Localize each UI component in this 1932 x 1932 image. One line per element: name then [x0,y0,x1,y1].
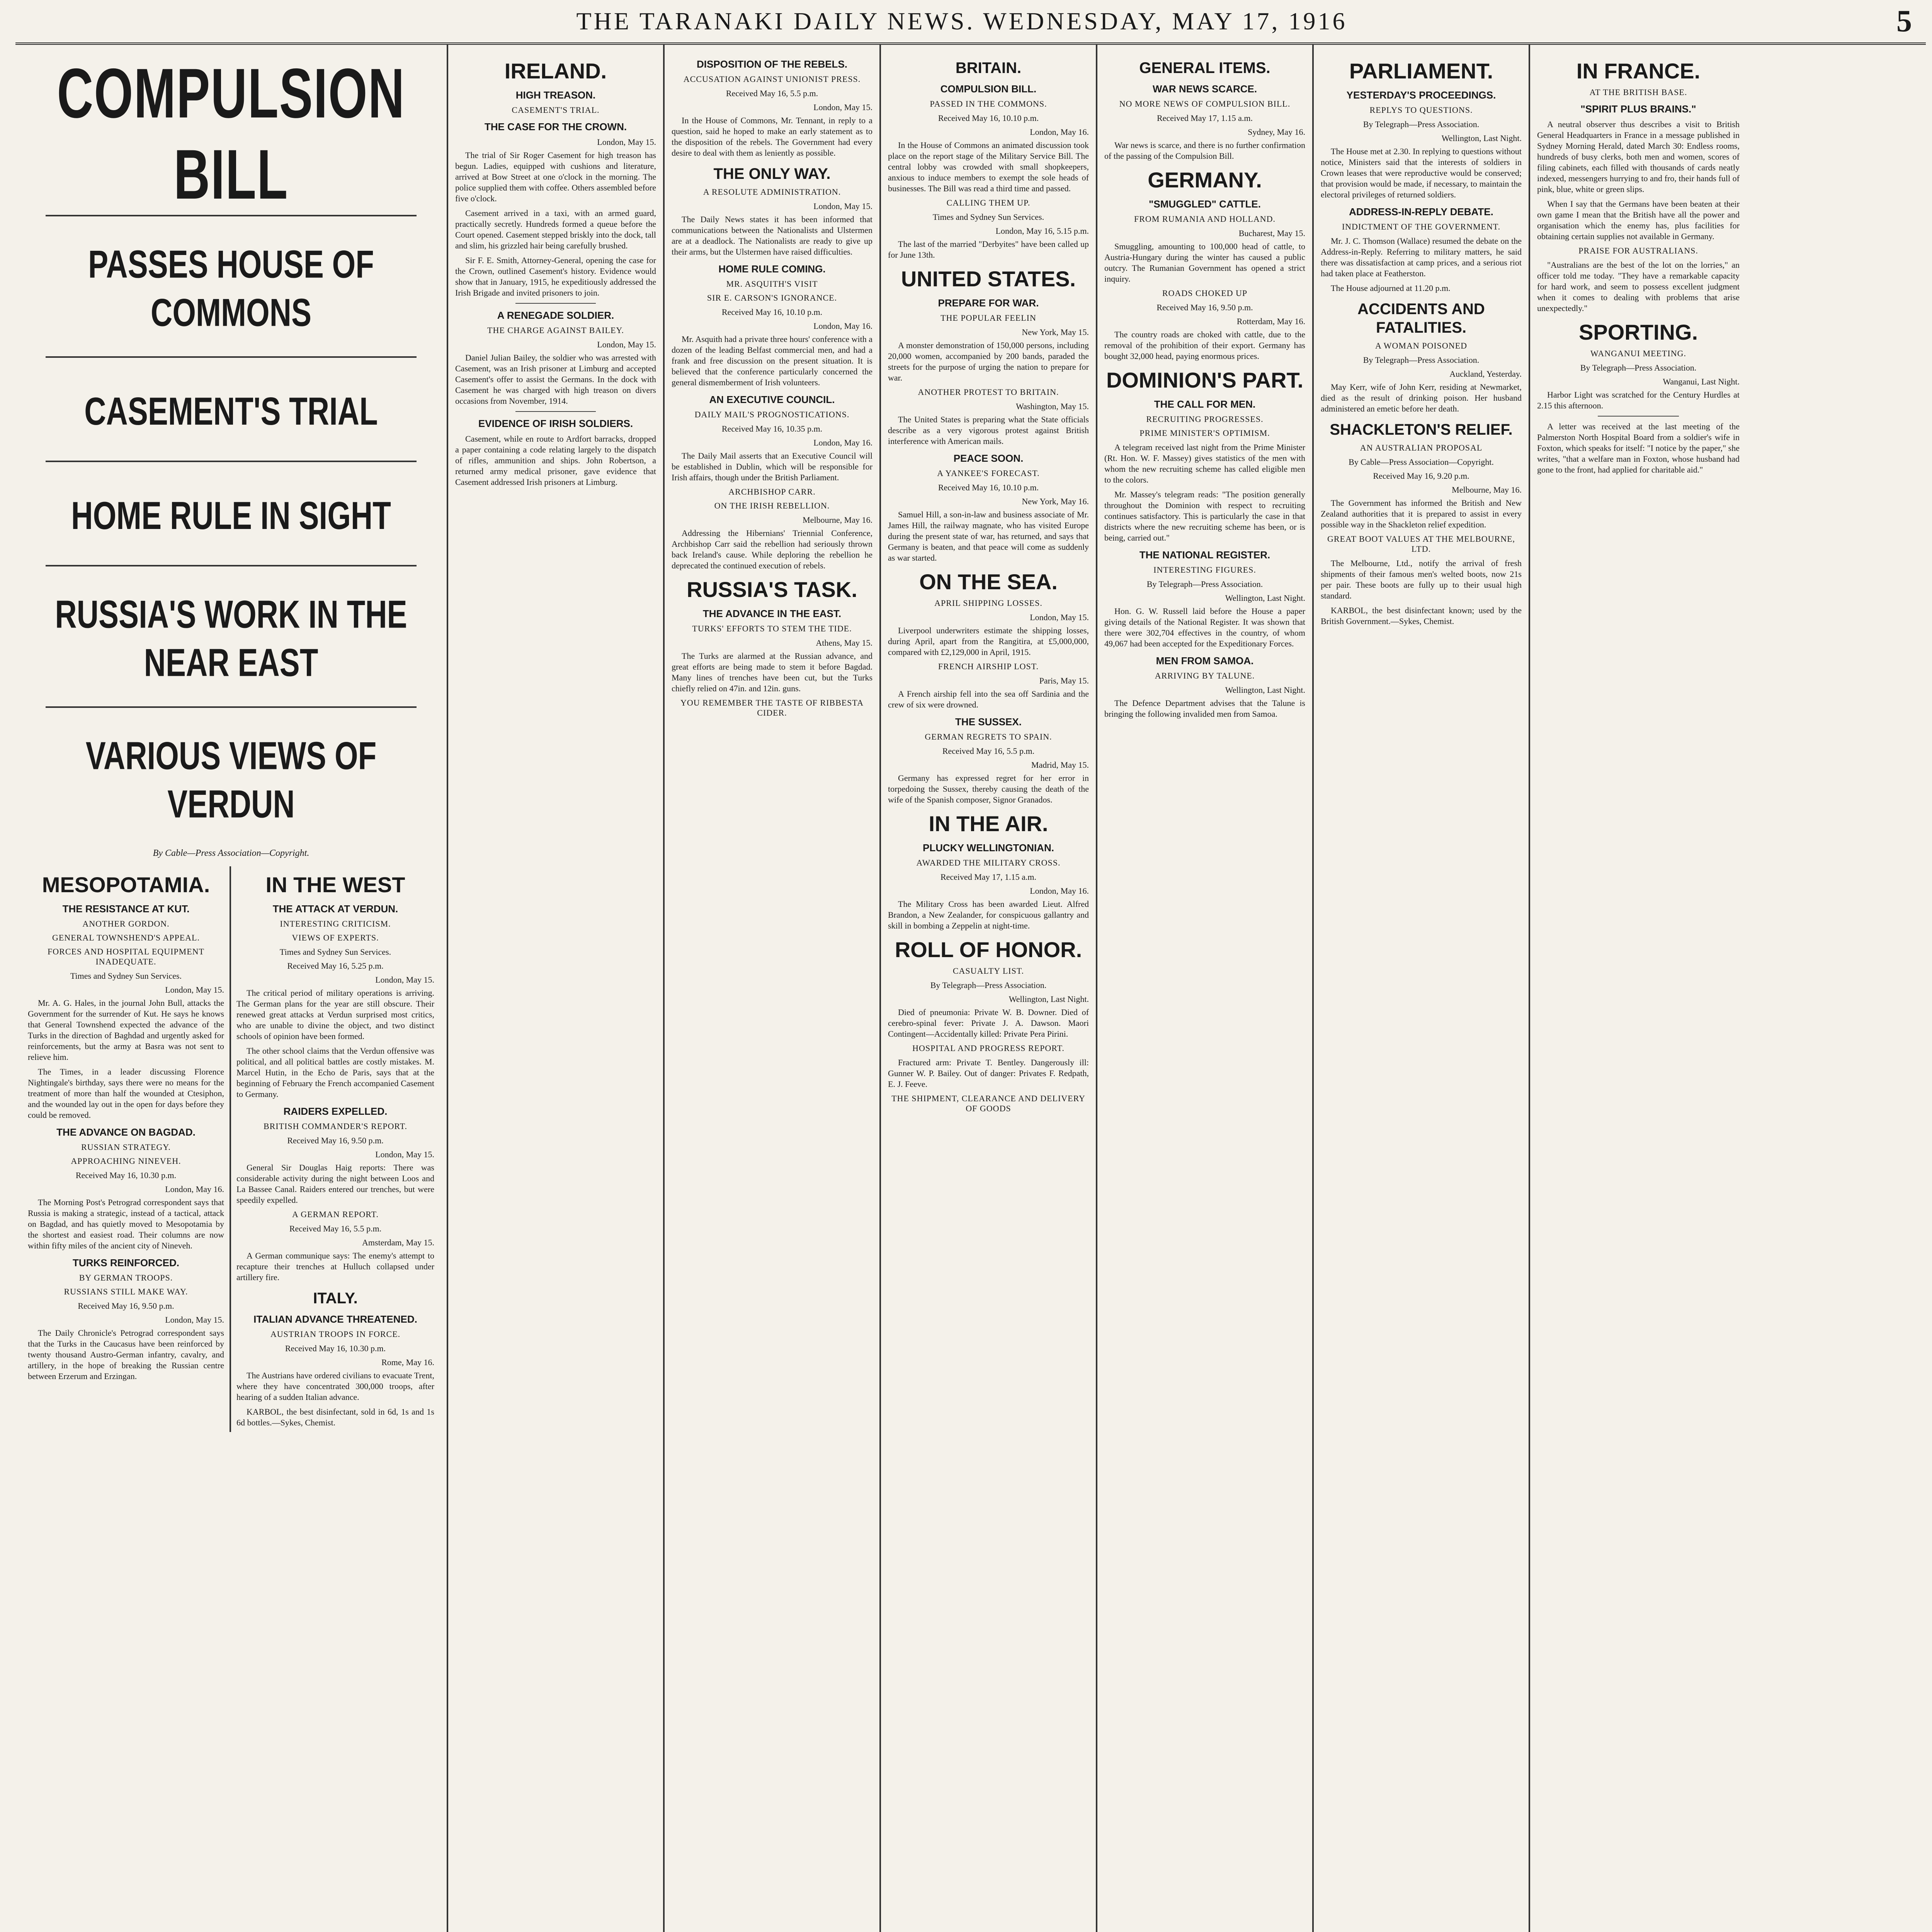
executive-received: Received May 16, 10.35 p.m. [721,424,823,434]
executive-dateline: London, May 16. [813,438,872,447]
ireland-title: IRELAND. [504,59,607,83]
karbol-advert-2: KARBOL, the best disinfectant known; used by the British Government.—Sykes, Chemist. [1321,605,1522,626]
raiders-received: Received May 16, 9.50 p.m. [287,1136,384,1145]
germany-subhead: "SMUGGLED" CATTLE. [1149,198,1261,210]
peace-soon-dateline: New York, May 16. [1022,497,1089,506]
only-way-title: THE ONLY WAY. [713,165,831,182]
masthead [15,0,1926,45]
page-number: 5 [1896,4,1914,38]
meso-subhead: THE RESISTANCE AT KUT. [62,903,190,915]
in-france-title: IN FRANCE. [1576,59,1701,83]
renegade-subhead: THE CHARGE AGAINST BAILEY. [487,325,624,335]
united-states-subhead-2: THE POPULAR FEELIN [940,313,1036,323]
general-items-dateline: Sydney, May 16. [1248,127,1305,137]
lead-headline: COMPULSION BILL [57,53,405,214]
mesopotamia-column [22,866,231,1432]
raiders-title: RAIDERS EXPELLED. [283,1105,388,1117]
west-subhead-3: VIEWS OF EXPERTS. [292,933,379,942]
in-the-air-dateline: London, May 16. [1030,886,1089,896]
roads-paragraph: The country roads are choked with cattle, due to the removal of the prohibition of their export. Germany has bought 32,000 head, paying enormous prices. [1104,330,1305,361]
disposition-title: DISPOSITION OF THE REBELS. [696,58,848,70]
home-rule-title: HOME RULE COMING. [718,263,826,275]
parliament-column [1314,45,1530,1932]
cider-advert: YOU REMEMBER THE TASTE OF RIBBESTA CIDER. [680,698,864,718]
peace-soon-subhead: A YANKEE'S FORECAST. [937,468,1040,478]
german-report-dateline: Amsterdam, May 15. [362,1238,434,1247]
samoa-title: MEN FROM SAMOA. [1156,655,1254,667]
roads-subhead: ROADS CHOKED UP [1162,288,1248,298]
lead-deck-commons: PASSES HOUSE OF COMMONS [88,242,374,335]
in-france-subhead: AT THE BRITISH BASE. [1589,87,1687,97]
general-items-paragraph: War news is scarce, and there is no further confirmation of the passing of the Compulsion Bill. [1104,140,1305,161]
renegade-title: A RENEGADE SOLDIER. [497,310,614,321]
roll-of-honor-dateline: Wellington, Last Night. [1009,994,1089,1004]
russians-dateline: London, May 15. [165,1315,224,1325]
raiders-subhead: BRITISH COMMANDER'S REPORT. [263,1121,408,1131]
executive-title: AN EXECUTIVE COUNCIL. [709,394,835,405]
roll-of-honor-byline: By Telegraph—Press Association. [930,980,1047,990]
west-column [231,866,440,1432]
accidents-paragraph: May Kerr, wife of John Kerr, residing at Newmarket, died as the result of drinking poison. Her husband administered an emetic before her death. [1321,382,1522,413]
shackleton-byline: By Cable—Press Association—Copyright. [1349,457,1494,467]
russians-received: Received May 16, 9.50 p.m. [78,1301,174,1311]
lead-deck-verdun: VARIOUS VIEWS OF VERDUN [85,733,377,826]
sussex-subhead: GERMAN REGRETS TO SPAIN. [925,732,1052,742]
turks-title: TURKS REINFORCED. [73,1257,179,1269]
west-paragraph: The critical period of military operations is arriving. The German plans for the year are still obscure. Their renewed great attacks at Verdun surprised most critics, who are unable to divine the object, and two distinct schools of opinion have been formed. [236,988,434,1041]
accidents-byline: By Telegraph—Press Association. [1363,355,1480,365]
italy-subhead: ITALIAN ADVANCE THREATENED. [253,1313,417,1325]
home-rule-subhead-2: SIR E. CARSON'S IGNORANCE. [707,293,837,303]
italy-paragraph: The Austrians have ordered civilians to evacuate Trent, where they have concentrated 300,000 troops, after hearing of a sudden Italian advance. [236,1371,434,1402]
ireland-paragraph-2: Casement arrived in a taxi, with an armed guard, practically secretly. Hundreds formed a queue before the Court opened. Casement stepped briskly into the dock, tall and slim, his grizzled hair being carefully brushed. [455,208,656,250]
national-register-subhead: INTERESTING FIGURES. [1153,565,1256,575]
west-dateline: London, May 15. [375,975,434,985]
parliament-subhead: YESTERDAY'S PROCEEDINGS. [1346,89,1496,101]
praise-subhead: PRAISE FOR AUSTRALIANS. [1578,246,1698,255]
meso-paragraph: Mr. A. G. Hales, in the journal John Bull, attacks the Government for the surrender of Kut. He says he knows that General Townshend expected the advance of the Turks in the direction of Baghdad and urgently asked for reinforcements, but the army at Basra was not sent to relieve him. [28,998,224,1062]
roll-of-honor-title: ROLL OF HONOR. [895,937,1082,962]
mesopotamia-title: MESOPOTAMIA. [42,872,210,897]
general-items-title: GENERAL ITEMS. [1139,60,1270,77]
archbishop-dateline: Melbourne, May 16. [803,515,872,525]
masthead-title: THE TARANAKI DAILY NEWS. WEDNESDAY, MAY 17, 1916 [576,7,1347,35]
lead-story [15,45,448,1932]
in-the-air-received: Received May 17, 1.15 a.m. [940,872,1037,882]
in-the-air-title: IN THE AIR. [929,811,1048,836]
letter-paragraph: A letter was received at the last meeting of the Palmerston North Hospital Board from a soldier's wife in Foxton, which speaks for itself: "I notice by the paper," she writes, "that a welfare man in Foxton, whose husband had gone to the front, had applied for charitable aid." [1537,422,1740,474]
archbishop-subhead: ARCHBISHOP CARR. [728,487,816,497]
ireland-subhead-3: THE CASE FOR THE CROWN. [484,121,627,133]
united-states-paragraph: A monster demonstration of 150,000 persons, including 20,000 women, accompanied by 200 bands, paraded the streets for the purpose of urging the nation to prepare for war. [888,340,1089,383]
sussex-title: THE SUSSEX. [955,716,1022,728]
russias-task-paragraph: The Turks are alarmed at the Russian advance, and great efforts are being made to stem it before Bagdad. Many lines of trenches have been cut, but the Turks chiefly relied on 47in. and 12in. guns. [672,651,872,693]
disposition-column [665,45,881,1932]
west-received: Received May 16, 5.25 p.m. [287,961,384,971]
airship-subhead: FRENCH AIRSHIP LOST. [938,662,1039,671]
disposition-paragraph: In the House of Commons, Mr. Tennant, in reply to a question, said he hoped to make an early statement as to the disposition of the rebels. The Government had every desire to deal with them as leniently as possible. [672,116,872,158]
protest-dateline: Washington, May 15. [1016,401,1089,411]
address-in-reply-paragraph: Mr. J. C. Thomson (Wallace) resumed the debate on the Address-in-Reply. Referring to military matters, he said there was dissatisfaction at camp prices, and a serious riot had taken place at Featherston. [1321,236,1522,278]
general-items-column [1097,45,1314,1932]
peace-soon-paragraph: Samuel Hill, a son-in-law and business associate of Mr. James Hill, the railway magnate, who has visited Europe during the present state of war, has returned, and says that Germany is beaten, and that peace will come as suddenly as war started. [888,510,1089,563]
shackleton-paragraph: The Government has informed the British and New Zealand authorities that it is prepared to assist in every possible way in the Shackleton relief expedition. [1321,498,1522,529]
accidents-dateline: Auckland, Yesterday. [1449,369,1522,379]
on-the-sea-title: ON THE SEA. [919,570,1058,594]
britain-subhead-2: PASSED IN THE COMMONS. [930,99,1047,109]
sporting-dateline: Wanganui, Last Night. [1663,377,1740,386]
samoa-subhead: ARRIVING BY TALUNE. [1155,671,1255,680]
on-the-sea-dateline: London, May 15. [1030,612,1089,622]
disposition-dateline: London, May 15. [813,102,872,112]
home-rule-subhead: MR. ASQUITH'S VISIT [726,279,818,289]
united-states-dateline: New York, May 15. [1022,327,1089,337]
renegade-paragraph: Daniel Julian Bailey, the soldier who was arrested with Casement, was an Irish prisoner at Limburg and accepted Casement's offer to assist the Germans. In the dock with Casement he was charged with high treason on divers occasions from November, 1914. [455,353,656,406]
only-way-dateline: London, May 15. [813,201,872,211]
united-states-subhead: PREPARE FOR WAR. [938,297,1039,309]
parliament-title: PARLIAMENT. [1349,59,1493,83]
germany-title: GERMANY. [1148,168,1262,192]
national-register-title: THE NATIONAL REGISTER. [1139,549,1270,561]
shackleton-dateline: Melbourne, May 16. [1452,485,1522,495]
ireland-paragraph: The trial of Sir Roger Casement for high treason has begun. Ladies, equipped with cushions and literature, arrived at Bow Street at one o'clock in the morning. The police supplied them with coffee. Others assembled before five o'clock. [455,150,656,203]
executive-subhead: DAILY MAIL'S PROGNOSTICATIONS. [694,410,850,419]
sussex-received: Received May 16, 5.5 p.m. [942,746,1035,756]
german-report-subhead: A GERMAN REPORT. [292,1209,379,1219]
address-in-reply-end: The House adjourned at 11.20 p.m. [1331,283,1451,293]
lead-byline: By Cable—Press Association—Copyright. [153,848,310,858]
ireland-subhead: HIGH TREASON. [515,89,596,101]
sporting-byline: By Telegraph—Press Association. [1580,363,1697,372]
britain-column [881,45,1097,1932]
west-title: IN THE WEST [265,872,405,897]
germany-paragraph: Smuggling, amounting to 100,000 head of cattle, to Austria-Hungary during the winter has caused a public outcry. The Rumanian Government has opened a strict inquiry. [1104,242,1305,284]
roll-of-honor-paragraph: Died of pneumonia: Private W. B. Downer. Died of cerebro-spinal fever: Private J. A. Dawson. Maori Contingent—Accidentally killed: Private Pera Pirini. [888,1007,1089,1039]
russians-subhead: RUSSIANS STILL MAKE WAY. [64,1287,188,1296]
address-in-reply-title: ADDRESS-IN-REPLY DEBATE. [1349,206,1493,218]
bagdad-dateline: London, May 16. [165,1184,224,1194]
protest-paragraph: The United States is preparing what the State officials describe as a very vigorous protest against British interference with American mails. [888,415,1089,446]
disposition-subhead: ACCUSATION AGAINST UNIONIST PRESS. [683,74,861,84]
britain-paragraph: In the House of Commons an animated discussion took place on the report stage of the Military Service Bill. The central lobby was crowded with small shopkeepers, anxious to induce members to exempt the sole heads of businesses. The Bill was read a third time and passed. [888,140,1089,193]
in-the-air-subhead: PLUCKY WELLINGTONIAN. [923,842,1054,854]
dominions-part-paragraph-2: Mr. Massey's telegram reads: "The position generally throughout the Dominion with respect to recruiting continues satisfactory. This is particularly the case in that districts where the new recruiting scheme has been, or is being, carried out." [1104,490,1305,543]
archbishop-subhead-2: ON THE IRISH REBELLION. [714,501,830,510]
bagdad-subhead: RUSSIAN STRATEGY. [81,1142,171,1152]
general-items-subhead: WAR NEWS SCARCE. [1152,83,1257,95]
samoa-paragraph: The Defence Department advises that the Talune is bringing the following invalided men from Samoa. [1104,698,1305,719]
lead-deck-russia: RUSSIA'S WORK IN THE NEAR EAST [55,592,407,685]
sussex-dateline: Madrid, May 15. [1031,760,1089,770]
ireland-dateline: London, May 15. [597,137,656,147]
meso-subhead-4: FORCES AND HOSPITAL EQUIPMENT INADEQUATE. [48,947,204,966]
airship-paragraph: A French airship fell into the sea off Sardinia and the crew of six were drowned. [888,689,1089,709]
parliament-dateline: Wellington, Last Night. [1441,133,1522,143]
evidence-title: EVIDENCE OF IRISH SOLDIERS. [478,418,633,429]
italy-received: Received May 16, 10.30 p.m. [285,1344,386,1353]
executive-paragraph: The Daily Mail asserts that an Executive Council will be established in Dublin, which will be responsible for Irish affairs, though under the British Parliament. [672,451,872,482]
boot-values-advert-title: GREAT BOOT VALUES AT THE MELBOURNE, LTD. [1327,534,1515,554]
meso-paragraph-2: The Times, in a leader discussing Florence Nightingale's birthday, says there were no means for the treatment of more than half the wounded at Ctesiphon, and the wounded lay out in the open for days before they could be removed. [28,1067,224,1120]
ireland-column [448,45,665,1932]
bagdad-paragraph: The Morning Post's Petrograd correspondent says that Russia is making a strategic, instead of a tactical, attack on Bagdad, and has quietly moved to Mesopotamia by the shortest and easiest road. Their columns are now within fifty miles of the ancient city of Nineveh. [28,1197,224,1250]
shackleton-subhead: AN AUSTRALIAN PROPOSAL [1360,443,1483,452]
meso-subhead-2: ANOTHER GORDON. [82,919,170,929]
german-report-paragraph: A German communique says: The enemy's attempt to recapture their trenches at Hulluch collapsed under artillery fire. [236,1251,434,1282]
sporting-paragraph: Harbor Light was scratched for the Century Hurdles at 2.15 this afternoon. [1537,390,1740,410]
italy-title: ITALY. [313,1290,358,1307]
dominions-part-subhead: THE CALL FOR MEN. [1154,398,1256,410]
parliament-byline: By Telegraph—Press Association. [1363,119,1480,129]
on-the-sea-paragraph: Liverpool underwriters estimate the shipping losses, during April, apart from the Rangitira, at £5,000,000, compared with £2,129,000 in April, 1915. [888,626,1089,657]
shackleton-received: Received May 16, 9.20 p.m. [1373,471,1469,481]
russias-task-subhead: THE ADVANCE IN THE EAST. [702,608,842,619]
west-service: Times and Sydney Sun Services. [279,947,391,957]
italy-subhead-2: AUSTRIAN TROOPS IN FORCE. [270,1329,401,1339]
lead-deck-homerule: HOME RULE IN SIGHT [71,493,391,538]
protest-subhead: ANOTHER PROTEST TO BRITAIN. [918,387,1059,397]
raiders-paragraph: General Sir Douglas Haig reports: There was considerable activity during the night between Loos and La Bassee Canal. Raiders entered our trenches, but were speedily expelled. [236,1163,434,1205]
meso-dateline: London, May 15. [165,985,224,995]
turks-subhead: BY GERMAN TROOPS. [79,1273,173,1282]
united-states-title: UNITED STATES. [901,267,1076,291]
sporting-subhead: WANGANUI MEETING. [1590,349,1686,358]
britain-received: Received May 16, 10.10 p.m. [938,113,1039,123]
roads-received: Received May 16, 9.50 p.m. [1156,303,1253,312]
dominions-part-subhead-3: PRIME MINISTER'S OPTIMISM. [1139,428,1270,438]
hospital-paragraph: Fractured arm: Private T. Bentley. Dangerously ill: Gunner W. P. Bailey. Out of danger: Privates F. Redpath, E. J. Feeve. [888,1058,1089,1089]
russias-task-subhead-2: TURKS' EFFORTS TO STEM THE TIDE. [692,624,852,633]
bagdad-title: THE ADVANCE ON BAGDAD. [56,1126,196,1138]
calling-up-subhead: CALLING THEM UP. [946,198,1031,207]
general-items-subhead-2: NO MORE NEWS OF COMPULSION BILL. [1119,99,1291,109]
samoa-dateline: Wellington, Last Night. [1225,685,1305,695]
general-items-received: Received May 17, 1.15 a.m. [1156,113,1253,123]
national-register-paragraph: Hon. G. W. Russell laid before the House a paper giving details of the National Register. It was shown that there were 302,704 effectives in the country, of whom 49,067 had been accepted for the Expeditionary Forces. [1104,606,1305,648]
karbol-advert: KARBOL, the best disinfectant, sold in 6d, 1s and 1s 6d bottles.—Sykes, Chemist. [236,1407,434,1427]
west-paragraph-2: The other school claims that the Verdun offensive was political, and all political battles are costly mistakes. M. Marcel Hutin, in the Echo de Paris, says that at the beginning of February the French accompanied Casement to Germany. [236,1046,434,1099]
italy-dateline: Rome, May 16. [381,1357,434,1367]
hospital-subhead: HOSPITAL AND PROGRESS REPORT. [912,1043,1065,1053]
german-report-received: Received May 16, 5.5 p.m. [289,1224,382,1233]
in-france-paragraph: A neutral observer thus describes a visit to British General Headquarters in France in a message published in Sydney Morning Herald, dated March 30: Endless rooms, hundreds of busy clerks, both men and women, scores of filing cabinets, each filled with thousands of cards neatly indexed, messengers hurrying to and fro, their hands full of pink, blue, white or green slips. [1537,119,1740,194]
shipment-advert: THE SHIPMENT, CLEARANCE AND DELIVERY OF GOODS [891,1094,1085,1113]
calling-up-dateline: London, May 16, 5.15 p.m. [995,226,1089,236]
russians-paragraph: The Daily Chronicle's Petrograd correspondent says that the Turks in the Caucasus have been reinforced by twenty thousand Austro-German infantry, cavalry, and artillery, in the hope of breaking the Russian centre between Erzerum and Erzingan. [28,1328,224,1381]
germany-subhead-2: FROM RUMANIA AND HOLLAND. [1134,214,1276,224]
bagdad-subhead-2: APPROACHING NINEVEH. [71,1156,181,1166]
bagdad-received: Received May 16, 10.30 p.m. [75,1170,177,1180]
evidence-paragraph: Casement, while en route to Ardfort barracks, dropped a paper containing a code relating largely to the dispatch of rifles, ammunition and ships. John Robertson, a returned army medical prisoner, gave evidence that Casement addressed Irish prisoners at Limburg. [455,434,656,487]
ireland-paragraph-3: Sir F. E. Smith, Attorney-General, opening the case for the Crown, outlined Casement's history. Evidence would show that in January, 1915, he expeditiously addressed the Irish Brigade and invited prisoners to join. [455,255,656,298]
germany-dateline: Bucharest, May 15. [1238,228,1305,238]
parliament-paragraph: The House met at 2.30. In replying to questions without notice, Ministers said that the interests of soldiers in Crown leases that were reproductive would be conserved; that provision would be made, if necessary, to maintain the electoral privileges of returned soldiers. [1321,146,1522,199]
parliament-subhead-2: REPLYS TO QUESTIONS. [1369,105,1473,115]
disposition-received: Received May 16, 5.5 p.m. [726,88,818,98]
roads-dateline: Rotterdam, May 16. [1236,316,1305,326]
britain-dateline: London, May 16. [1030,127,1089,137]
peace-soon-title: PEACE SOON. [953,452,1024,464]
sporting-title: SPORTING. [1578,320,1698,344]
home-rule-paragraph: Mr. Asquith had a private three hours' conference with a dozen of the leading Belfast commercial men, and had a frank and free discussion on the present situation. It is believed that the conference particularly concerned the general dismemberment of Irish volunteers. [672,334,872,387]
only-way-paragraph: The Daily News states it has been informed that communications between the Nationalists and Ulstermen are at a deadlock. The Nationalists are ready to give up their arms, but the Ulstermen have raised difficulties. [672,214,872,257]
home-rule-received: Received May 16, 10.10 p.m. [721,307,823,317]
lead-deck-casement: CASEMENT'S TRIAL [84,389,378,434]
accidents-title: ACCIDENTS AND FATALITIES. [1357,301,1485,336]
roll-of-honor-subhead: CASUALTY LIST. [952,966,1024,976]
archbishop-paragraph: Addressing the Hibernians' Triennial Conference, Archbishop Carr said the rebellion had seriously thrown back Ireland's cause. While deploring the rebellion he deprecated the continued execution of rebels. [672,528,872,570]
dominions-part-paragraph: A telegram received last night from the Prime Minister (Rt. Hon. W. F. Massey) gives statistics of the men with whom the new recruiting scheme has called eligible men to the colors. [1104,442,1305,485]
in-the-air-subhead-2: AWARDED THE MILITARY CROSS. [916,858,1061,867]
in-france-subhead-2: "SPIRIT PLUS BRAINS." [1580,103,1696,115]
accidents-subhead: A WOMAN POISONED [1375,341,1468,350]
home-rule-dateline: London, May 16. [813,321,872,331]
only-way-subhead: A RESOLUTE ADMINISTRATION. [703,187,841,197]
in-france-column [1530,45,1747,1932]
calling-up-service: Times and Sydney Sun Services. [932,212,1044,222]
sussex-paragraph: Germany has expressed regret for her error in torpedoing the Sussex, thereby causing the death of the wife of the Spanish composer, Signor Granados. [888,773,1089,804]
address-in-reply-subhead: INDICTMENT OF THE GOVERNMENT. [1342,222,1501,231]
russias-task-dateline: Athens, May 15. [816,638,872,648]
dominions-part-title: DOMINION'S PART. [1106,368,1304,392]
renegade-dateline: London, May 15. [597,340,656,349]
meso-service: Times and Sydney Sun Services. [70,971,182,981]
raiders-dateline: London, May 15. [375,1150,434,1159]
boot-values-advert-paragraph: The Melbourne, Ltd., notify the arrival of fresh shipments of their famous men's welted boots, now 21s per pair. These boots are fully up to their usual high standard. [1321,558,1522,600]
in-the-air-paragraph: The Military Cross has been awarded Lieut. Alfred Brandon, a New Zealander, for conspicuous gallantry and skill in bombing a Zeppelin at night-time. [888,899,1089,930]
russias-task-title: RUSSIA'S TASK. [687,577,857,602]
shackleton-title: SHACKLETON'S RELIEF. [1330,421,1513,438]
on-the-sea-subhead: APRIL SHIPPING LOSSES. [934,598,1043,608]
national-register-dateline: Wellington, Last Night. [1225,593,1305,603]
west-subhead: THE ATTACK AT VERDUN. [272,903,398,915]
national-register-byline: By Telegraph—Press Association. [1146,579,1263,589]
calling-up-paragraph: The last of the married "Derbyites" have been called up for June 13th. [888,239,1089,260]
west-subhead-2: INTERESTING CRITICISM. [280,919,391,929]
praise-paragraph: "Australians are the best of the lot on the lorries," an officer told me today. "They have a remarkable capacity for hard work, and seem to possess excellent judgment when it comes to dealing with problems that arise unexpectedly." [1537,260,1740,313]
in-france-paragraph-2: When I say that the Germans have been beaten at their own game I mean that the British have all the power and organisation which the enemy has, plus facilities for obtaining certain supplies not available in Germany. [1537,199,1740,241]
meso-subhead-3: GENERAL TOWNSHEND'S APPEAL. [52,933,200,942]
airship-dateline: Paris, May 15. [1039,676,1089,685]
peace-soon-received: Received May 16, 10.10 p.m. [938,483,1039,492]
dominions-part-subhead-2: RECRUITING PROGRESSES. [1146,414,1264,424]
ireland-subhead-2: CASEMENT'S TRIAL. [512,105,600,115]
britain-title: BRITAIN. [955,60,1022,77]
britain-subhead: COMPULSION BILL. [940,83,1037,95]
